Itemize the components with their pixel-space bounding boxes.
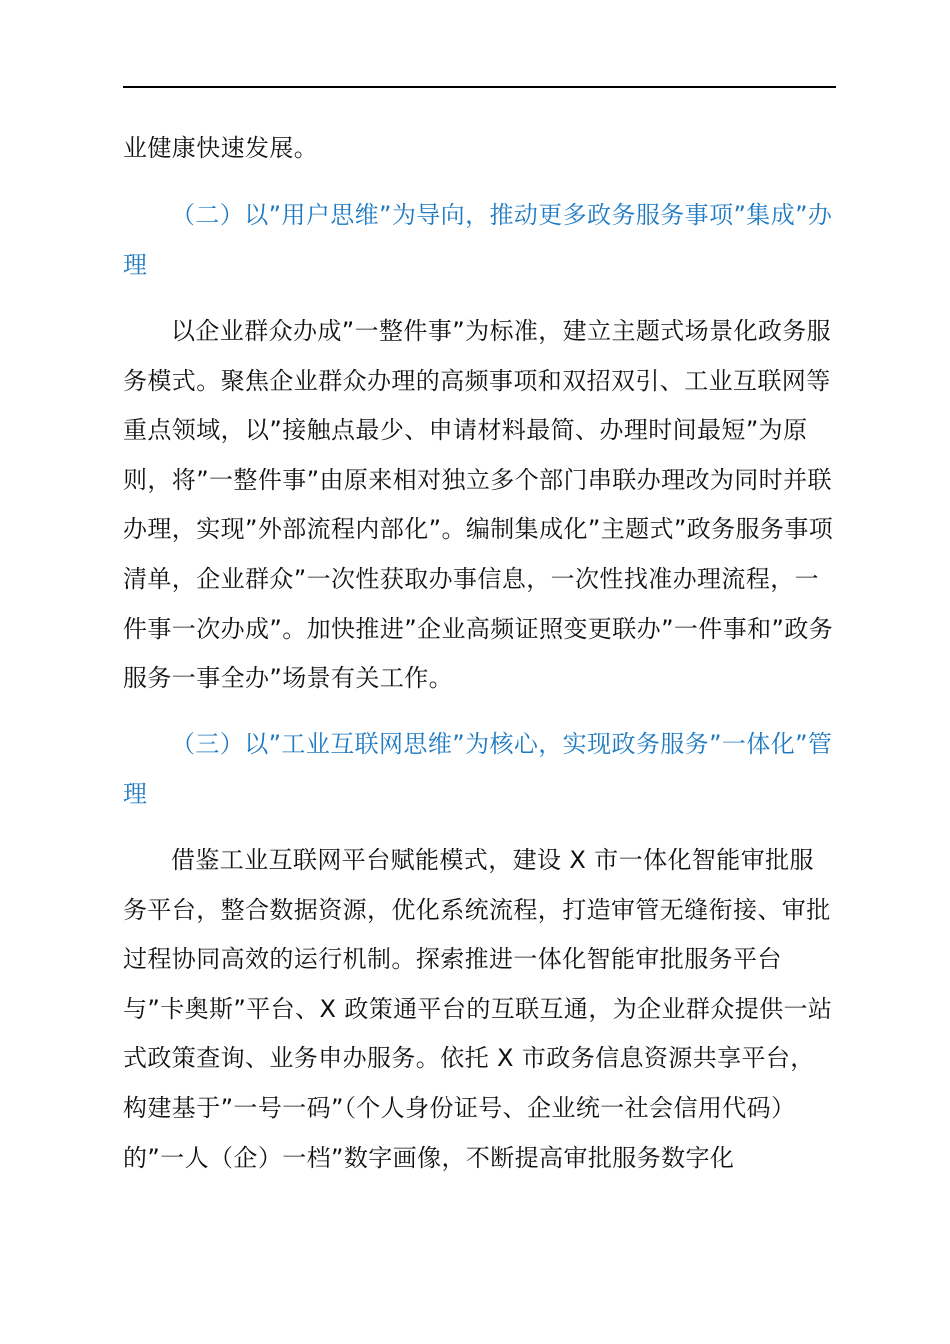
header-rule	[123, 86, 836, 88]
continuation-text: 业健康快速发展。	[123, 134, 319, 162]
section-3-body: 借鉴工业互联网平台赋能模式，建设 X 市一体化智能审批服务平台，整合数据资源，优化系统流程，打造审管无缝衔接、审批过程协同高效的运行机制。探索推进一体化智能审批服务平台与”卡奥斯”平台、X 政策通平台的互联互通，为企业群众提供一站式政策查询、业务申办服务。依托 X 市政务信息资源共享平台，构建基于”一号一码”（个人身份证号、企业统一社会信用代码）的”一人（企）一档”数字画像，不断提高审批服务数字化	[123, 846, 833, 1172]
section-2-body: 以企业群众办成”一整件事”为标准，建立主题式场景化政务服务模式。聚焦企业群众办理的高频事项和双招双引、工业互联网等重点领域，以”接触点最少、申请材料最简、办理时间最短”为原则，将”一整件事”由原来相对独立多个部门串联办理改为同时并联办理，实现”外部流程内部化”。编制集成化”主题式”政务服务事项清单，企业群众”一次性获取办事信息，一次性找准办理流程，一件事一次办成”。加快推进”企业高频证照变更联办”一件事和”政务服务一事全办”场景有关工作。	[123, 317, 834, 693]
section-2-heading: （二）以”用户思维”为导向，推动更多政务服务事项”集成”办理	[123, 201, 833, 279]
section-3-heading: （三）以”工业互联网思维”为核心，实现政务服务”一体化”管理	[123, 730, 833, 808]
